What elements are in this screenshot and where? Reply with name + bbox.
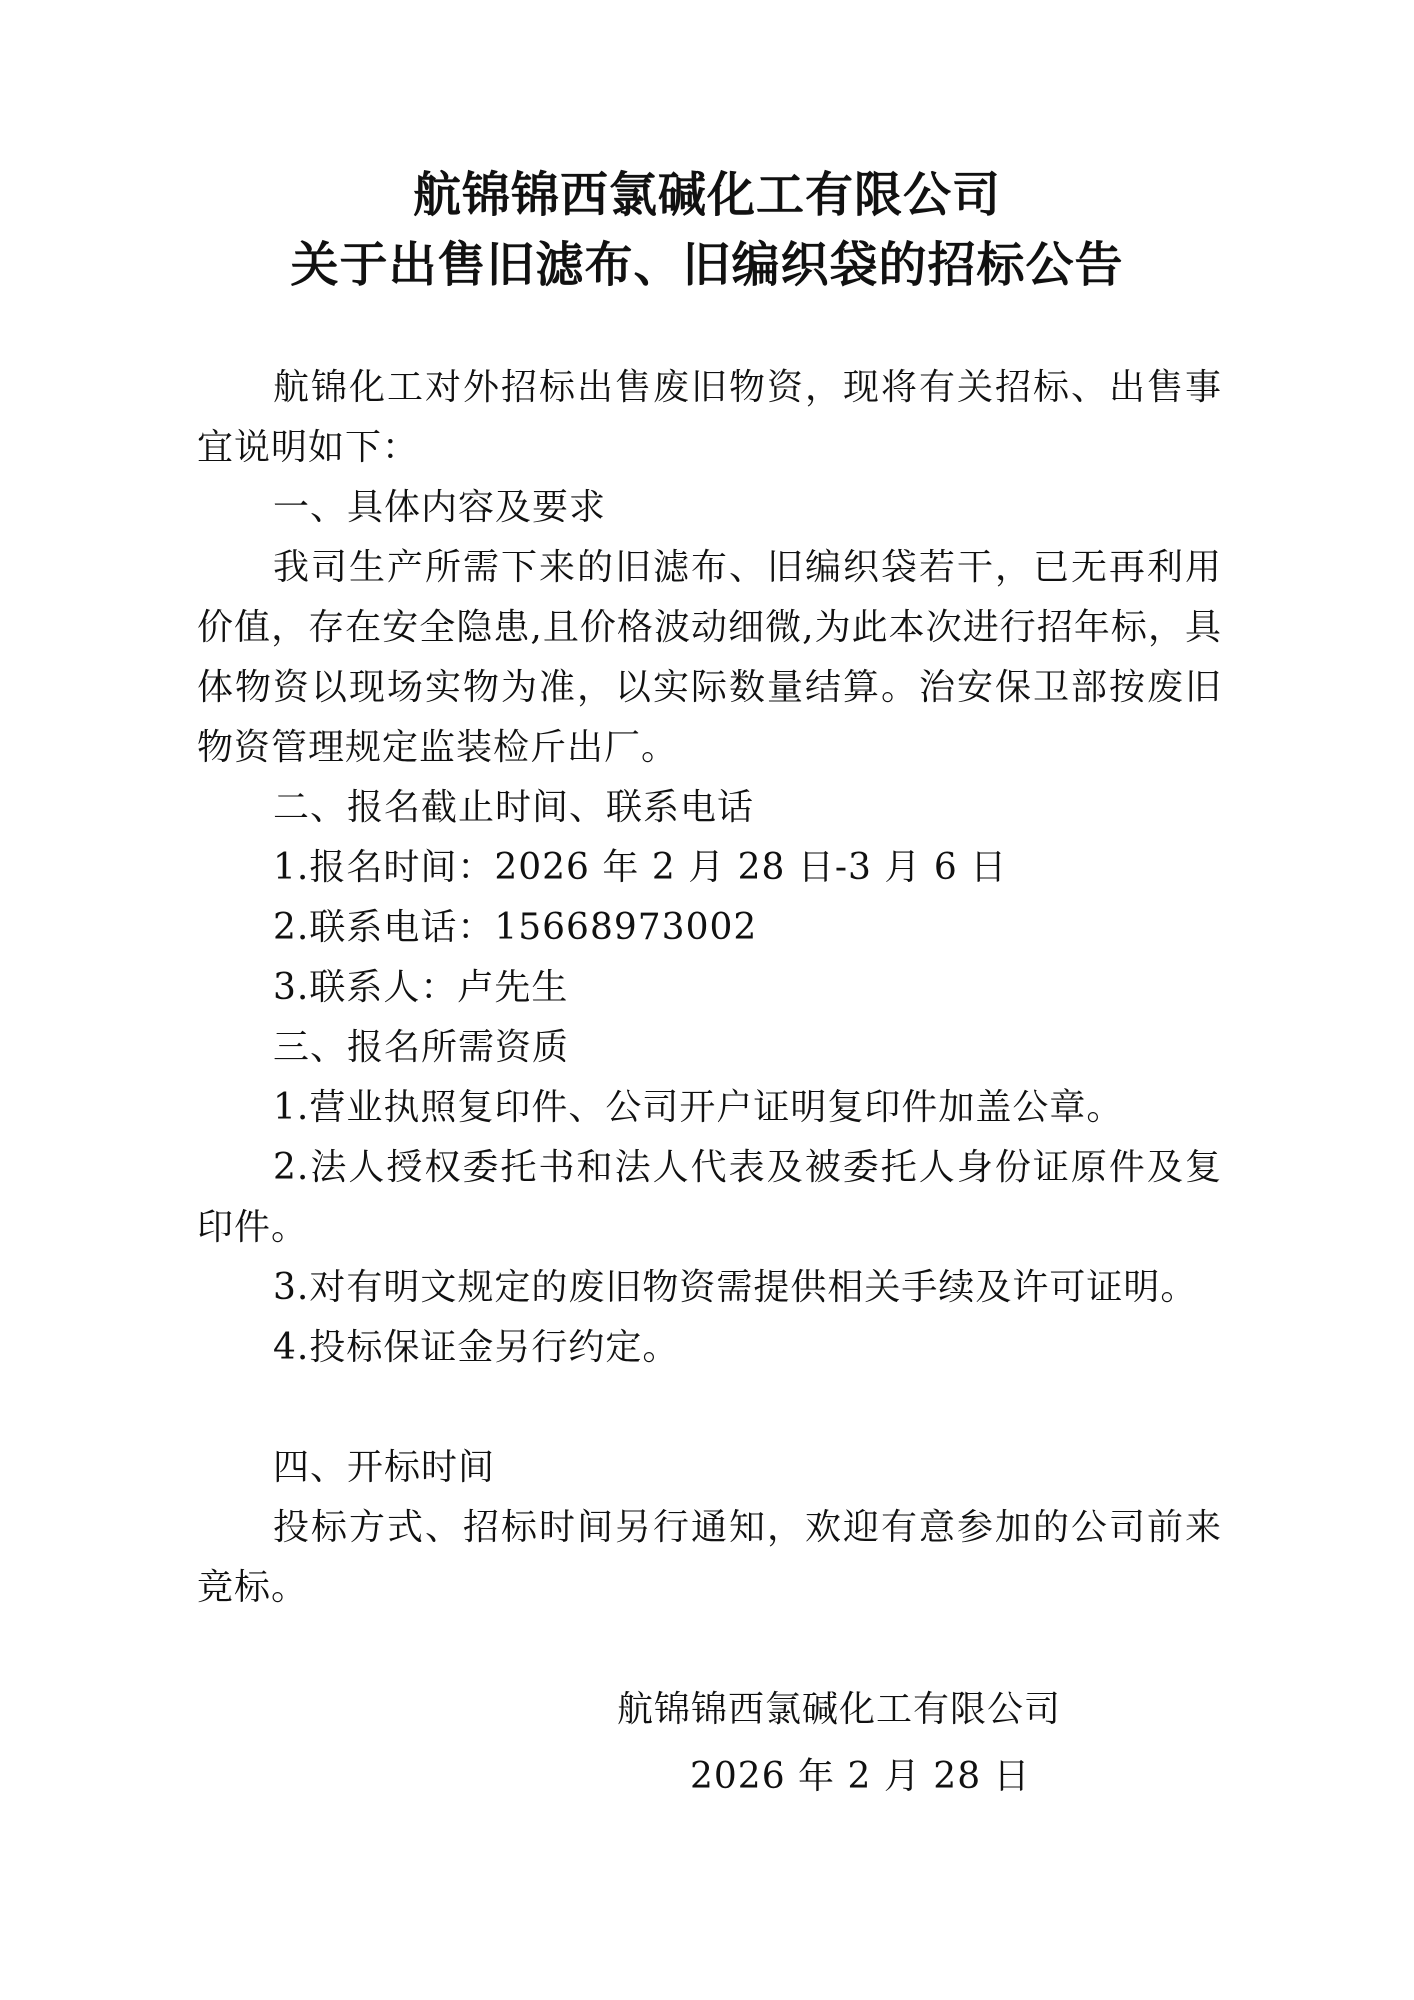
section4-text: 投标方式、招标时间另行通知，欢迎有意参加的公司前来竞标。 [197,1507,1222,1608]
section2-item: 1.报名时间：2026 年 2 月 28 日-3 月 6 日 [273,847,1008,888]
section2-item: 2.联系电话：15668973002 [273,907,758,948]
section3-item: 3.对有明文规定的废旧物资需提供相关手续及许可证明。 [273,1267,1198,1308]
section2-heading: 二、报名截止时间、联系电话 [273,787,755,828]
document-title-line2: 关于出售旧滤布、旧编织袋的招标公告 [290,237,1124,293]
section4-heading: 四、开标时间 [273,1447,496,1488]
signature-company: 航锦锦西氯碱化工有限公司 [617,1689,1062,1730]
section3-item: 2.法人授权委托书和法人代表及被委托人身份证原件及复印件。 [197,1147,1222,1248]
section1-heading: 一、具体内容及要求 [273,487,607,528]
signature-date: 2026 年 2 月 28 日 [690,1756,1031,1797]
document-body [197,358,1222,1618]
section2-item: 3.联系人：卢先生 [273,967,569,1008]
section3-item: 1.营业执照复印件、公司开户证明复印件加盖公章。 [273,1087,1124,1128]
intro-paragraph: 航锦化工对外招标出售废旧物资，现将有关招标、出售事宜说明如下： [197,367,1222,468]
section1-text: 我司生产所需下来的旧滤布、旧编织袋若干，已无再利用价值，存在安全隐患,且价格波动细微,为此本次进行招年标，具体物资以现场实物为准，以实际数量结算。治安保卫部按废旧物资管理规定监装检斤出厂。 [197,547,1222,768]
section3-heading: 三、报名所需资质 [273,1027,570,1068]
document-title-line1: 航锦锦西氯碱化工有限公司 [412,167,1001,223]
section3-item: 4.投标保证金另行约定。 [273,1327,680,1368]
spacer [197,1378,1222,1438]
